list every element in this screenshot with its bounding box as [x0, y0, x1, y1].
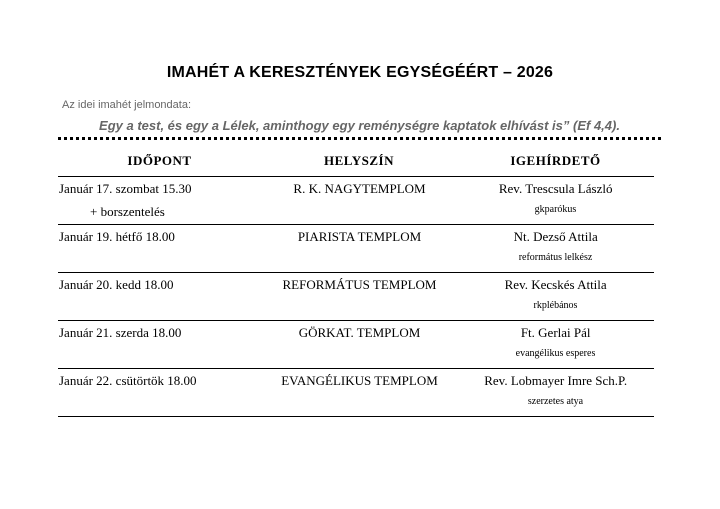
cell-place: REFORMÁTUS TEMPLOM: [282, 277, 437, 292]
cell-time: Január 17. szombat 15.30: [59, 181, 192, 196]
table-row: [58, 273, 654, 321]
cell-time-note: + borszentelés: [90, 204, 165, 219]
cell-time: Január 21. szerda 18.00: [59, 325, 182, 340]
cell-role: szerzetes atya: [527, 396, 584, 407]
cell-role: gkparókus: [534, 204, 577, 215]
dotted-divider: [58, 137, 661, 140]
cell-time: Január 19. hétfő 18.00: [59, 229, 175, 244]
table-row: [58, 321, 654, 369]
table-row: [58, 225, 654, 273]
cell-preacher: Rev. Trescsula László: [498, 181, 613, 196]
motto-label: Az idei imahét jelmondata:: [62, 99, 192, 111]
cell-time-note: [58, 348, 261, 359]
cell-time-note: [58, 396, 261, 407]
cell-preacher: Rev. Kecskés Attila: [504, 277, 607, 292]
cell-preacher: Rev. Lobmayer Imre Sch.P.: [484, 373, 628, 388]
cell-time: Január 22. csütörtök 18.00: [59, 373, 197, 388]
cell-place: PIARISTA TEMPLOM: [297, 229, 422, 244]
motto-text: Egy a test, és egy a Lélek, aminthogy egy reménységre kaptatok elhívást is” (Ef 4,4).: [99, 118, 620, 133]
cell-role: evangélikus esperes: [515, 348, 596, 359]
cell-role: református lelkész: [518, 252, 593, 263]
table-header: [58, 146, 654, 177]
cell-time: Január 20. kedd 18.00: [59, 277, 174, 292]
cell-place: R. K. NAGYTEMPLOM: [293, 181, 426, 196]
header-place: HELYSZÍN: [324, 153, 394, 168]
cell-preacher: Nt. Dezső Attila: [513, 229, 598, 244]
header-time: IDŐPONT: [127, 153, 192, 168]
cell-time-note: [58, 300, 261, 311]
table-row: [58, 177, 654, 225]
schedule-table: [58, 146, 654, 417]
cell-place: GÖRKAT. TEMPLOM: [298, 325, 421, 340]
page-title: IMAHÉT A KERESZTÉNYEK EGYSÉGÉÉRT – 2026: [166, 64, 554, 81]
cell-place: EVANGÉLIKUS TEMPLOM: [281, 373, 438, 388]
header-preacher: IGEHÍRDETŐ: [510, 153, 601, 168]
table-row: [58, 369, 654, 417]
cell-role: rkplébános: [533, 300, 578, 311]
cell-preacher: Ft. Gerlai Pál: [520, 325, 591, 340]
cell-time-note: [58, 252, 261, 263]
